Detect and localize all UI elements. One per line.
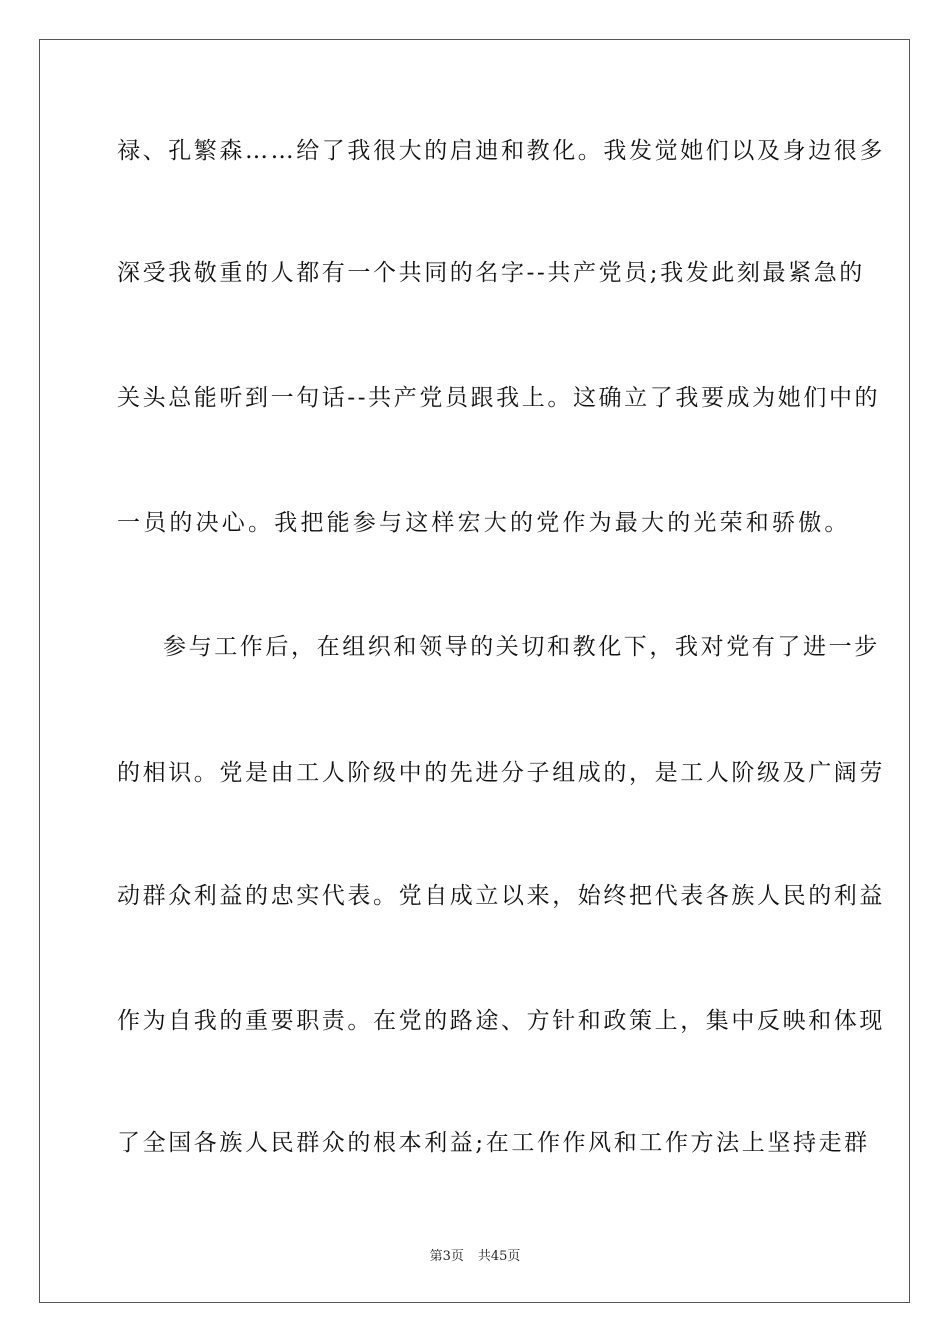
body-line-3: 关头总能听到一句话--共产党员跟我上。这确立了我要成为她们中的 <box>117 385 881 411</box>
page-number-current: 第3页 <box>429 1249 464 1264</box>
page-number-total: 共45页 <box>477 1249 521 1264</box>
body-line-2: 深受我敬重的人都有一个共同的名字--共产党员;我发此刻最紧急的 <box>117 260 865 286</box>
body-line-4: 一员的决心。我把能参与这样宏大的党作为最大的光荣和骄傲。 <box>117 510 851 536</box>
page-footer <box>0 1248 950 1266</box>
page-frame <box>39 39 910 1303</box>
body-line-6: 的相识。党是由工人阶级中的先进分子组成的，是工人阶级及广阔劳 <box>117 760 885 786</box>
body-line-9: 了全国各族人民群众的根本利益;在工作作风和工作方法上坚持走群 <box>117 1130 870 1156</box>
body-line-1: 禄、孔繁森……给了我很大的启迪和教化。我发觉她们以及身边很多 <box>117 138 885 164</box>
body-line-7: 动群众利益的忠实代表。党自成立以来，始终把代表各族人民的利益 <box>117 883 885 909</box>
body-line-5-paragraph-start: 参与工作后，在组织和领导的关切和教化下，我对党有了进一步 <box>163 634 880 660</box>
body-line-8: 作为自我的重要职责。在党的路途、方针和政策上，集中反映和体现 <box>117 1008 885 1034</box>
